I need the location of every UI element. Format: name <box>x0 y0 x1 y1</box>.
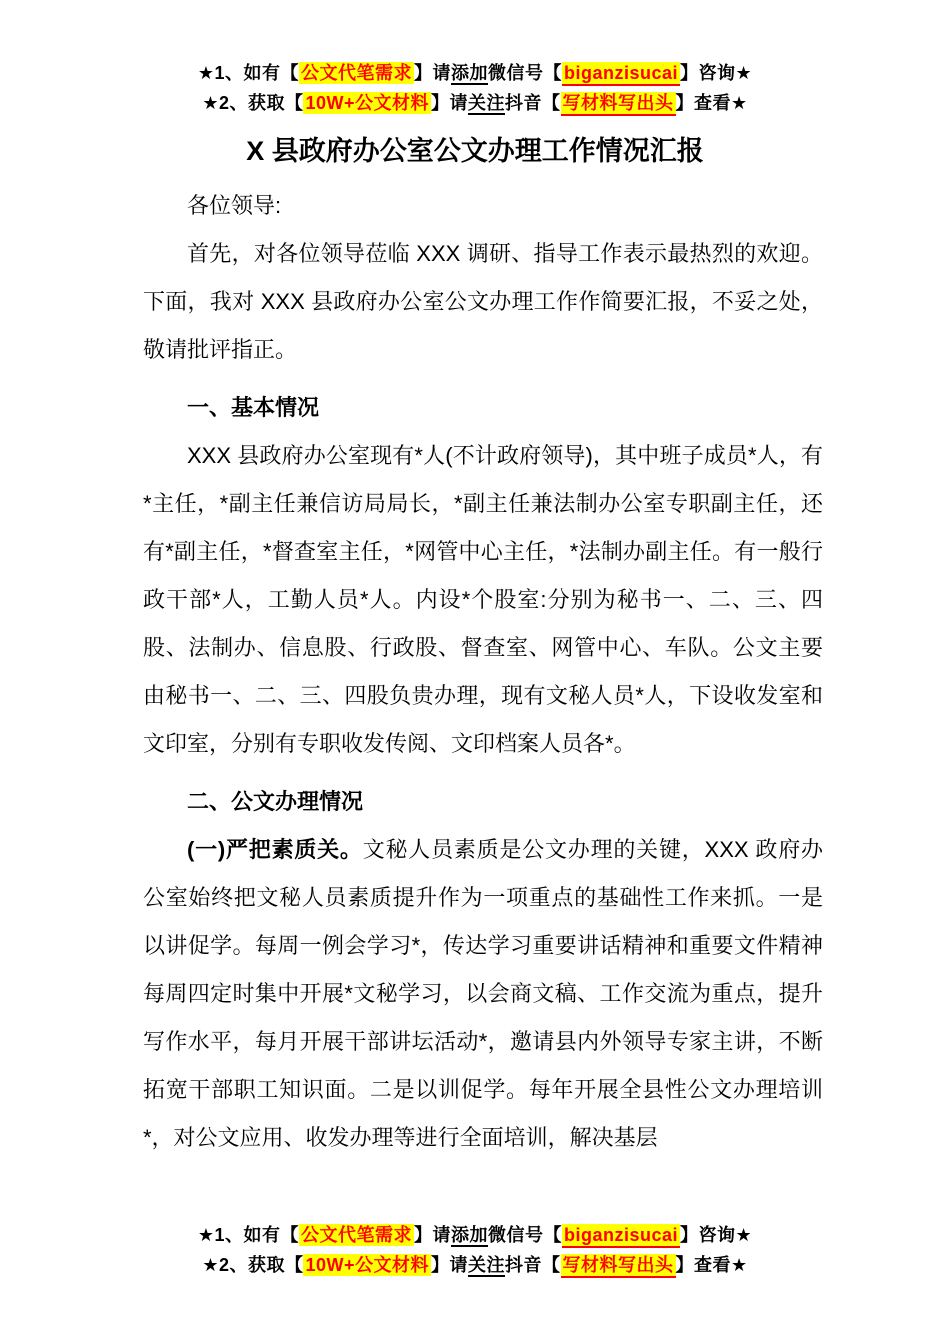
footer-promo2-prefix: ★2、获取【 <box>202 1255 304 1275</box>
intro-paragraph: 首先，对各位领导莅临 XXX 调研、指导工作表示最热烈的欢迎。下面，我对 XXX 县政府办公室公文办理工作作简要汇报，不妥之处，敬请批评指正。 <box>143 241 823 362</box>
paragraph-lead-bold: (一)严把素质关。 <box>187 837 363 862</box>
paragraph-quality-text: 文秘人员素质是公文办理的关键，XXX 政府办公室始终把文秘人员素质提升作为一项重点的基础性工作来抓。一是以讲促学。每周一例会学习*，传达学习重要讲话精神和重要文件精神每周四定时集中开展*文秘学习，以会商文稿、工作交流为重点，提升写作水平，每月开展干部讲坛活动*，邀请县内外领导专家主讲，不断拓宽干部职工知识面。二是以训促学。每年开展全县性公文办理培训*，对公文应用、收发办理等进行全面培训，解决基层 <box>143 837 824 1150</box>
footer-promo1-underlined-action: 添加 <box>450 1225 488 1245</box>
header-promo-banner <box>0 0 950 118</box>
footer-promo-banner <box>0 1220 950 1280</box>
promo2-suffix: 】查看★ <box>675 93 748 113</box>
promo1-wechat-id-highlight: biganzisucai <box>562 62 680 86</box>
promo2-mid-2: 抖音【 <box>505 93 561 113</box>
footer-promo1-wechat-id-highlight: biganzisucai <box>562 1224 680 1248</box>
promo1-mid-1: 】请 <box>413 63 451 83</box>
document-body <box>0 182 950 1162</box>
footer-promo2-underlined-action: 关注 <box>468 1255 506 1275</box>
footer-promo-line-1 <box>0 1220 950 1250</box>
footer-promo1-service-highlight: 公文代笔需求 <box>300 1225 412 1245</box>
footer-promo1-mid-2: 微信号【 <box>487 1225 562 1245</box>
header-promo-line-1 <box>0 58 950 88</box>
document-title: X 县政府办公室公文办理工作情况汇报 <box>246 136 704 166</box>
footer-promo-line-2 <box>0 1250 950 1280</box>
paragraph-quality-control <box>143 826 823 1162</box>
promo2-douyin-handle-highlight: 写材料写出头 <box>561 92 676 116</box>
header-promo-line-2 <box>0 88 950 118</box>
promo1-suffix: 】咨询★ <box>680 63 753 83</box>
promo1-service-highlight: 公文代笔需求 <box>300 63 412 83</box>
section-heading-basic-info: 一、基本情况 <box>187 395 320 420</box>
footer-promo1-suffix: 】咨询★ <box>680 1225 753 1245</box>
footer-promo2-mid-2: 抖音【 <box>505 1255 561 1275</box>
promo1-prefix: ★1、如有【 <box>197 63 299 83</box>
footer-promo2-douyin-handle-highlight: 写材料写出头 <box>561 1254 676 1278</box>
footer-promo2-suffix: 】查看★ <box>675 1255 748 1275</box>
promo2-underlined-action: 关注 <box>468 93 506 113</box>
promo1-underlined-action: 添加 <box>450 63 488 83</box>
footer-promo1-mid-1: 】请 <box>413 1225 451 1245</box>
salutation: 各位领导: <box>187 193 282 218</box>
promo1-mid-2: 微信号【 <box>487 63 562 83</box>
paragraph-basic-info: XXX 县政府办公室现有*人(不计政府领导)，其中班子成员*人，有*主任，*副主任兼信访局局长，*副主任兼法制办公室专职副主任，还有*副主任，*督查室主任，*网管中心主任，*法制办副主任。有一般行政干部*人，工勤人员*人。内设*个股室:分别为秘书一、二、三、四股、法制办、信息股、行政股、督查室、网管中心、车队。公文主要由秘书一、二、三、四股负贵办理，现有文秘人员*人，下设收发室和文印室，分别有专职收发传阅、文印档案人员各*。 <box>143 443 823 756</box>
footer-promo2-mid-1: 】请 <box>431 1255 469 1275</box>
footer-promo2-material-highlight: 10W+公文材料 <box>305 1255 430 1275</box>
section-heading-document-handling: 二、公文办理情况 <box>187 789 364 814</box>
footer-promo1-prefix: ★1、如有【 <box>197 1225 299 1245</box>
promo2-material-highlight: 10W+公文材料 <box>305 93 430 113</box>
promo2-prefix: ★2、获取【 <box>202 93 304 113</box>
promo2-mid-1: 】请 <box>431 93 469 113</box>
